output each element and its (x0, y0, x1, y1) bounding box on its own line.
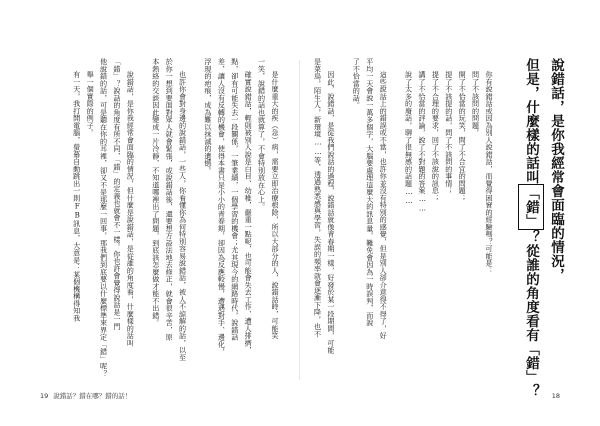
body-paragraph: 因此，說錯話，是從我們說話的過程，說錯話就像青春期一樣，好發於某一段期間，可能 (326, 71, 336, 355)
chapter-title-line-1: 說錯話，是你我經常會面臨的情況， (548, 58, 564, 282)
body-paragraph: 浮現的疤痕，成為難以抹滅的遺憾。 (203, 58, 213, 174)
body-paragraph: 是什麼重大的疾（急）病，需要立即治療根除，所以大部分的人，說錯話時，可能笑 (271, 71, 280, 340)
right-page-body (313, 58, 496, 358)
boxed-keyword: 「錯」 (518, 184, 544, 230)
list-item: 提了不合理的要求，回了不該說的訊息； (431, 71, 441, 202)
title-text: ？從誰的角度看有「錯」？ (523, 230, 539, 398)
body-paragraph: 確實說錯話，輕則被別人說是白目、幼稚，嚴重一點呢，也可能會失去工作、遭人排擠， (244, 71, 254, 355)
body-paragraph: 一笑，說錯的話也就算了，不會特別放在心上。 (257, 58, 267, 211)
body-paragraph: 本熱絡的交談因此變成一片冷靜，不知道哪裡出了問題，到底該怎麼做才能不出錯。 (151, 58, 161, 327)
page-number: 18 (551, 392, 560, 400)
body-paragraph: 差，讓人沒有反轉的機會，使得本書只是小小的青春期，卻因為反應較慢，遭遇對手、邊化， (217, 58, 227, 356)
body-paragraph: 舉一個實際的例子。 (86, 71, 96, 137)
list-item: 說了太多的廢話，聊了很無感的話題…… (404, 71, 414, 206)
page-number: 19 (40, 392, 49, 400)
body-paragraph: 你有說錯話或因為別人說錯話，而覺得困窘的經驗嗎？可能是： (485, 71, 494, 275)
body-paragraph: 他說錯的話，可是聽在你的耳裡，卻又不是那麼一回事，那我們到底要以什麼標準來界定「錯」呢？ (99, 58, 109, 377)
body-paragraph: 平均一天會說一萬多個字，大腦要處理這麼大的訊息量，難免會因為一時誤判，而說 (365, 58, 375, 327)
right-page-folio (552, 392, 560, 400)
body-paragraph: 這些說話上的錯誤或不當，也許你並沒有特別的感覺，但是別人卻介意得不得了，好 (379, 71, 389, 340)
list-item: 開了不恰當的玩笑，問了不合宜的問題； (458, 71, 468, 202)
body-paragraph: 是菜鳥，陌生人，新環境……等，透過熟悉感與學習，失誤的頻率就會逐漸下降，也不 (313, 58, 323, 338)
body-paragraph: 點，卻有可能失去一段關係，一筆業績，一個學習的機會；尤其現今的網路時代，說錯話 (230, 58, 240, 341)
left-page-body (28, 58, 282, 377)
right-page (300, 0, 600, 426)
body-paragraph: 「錯」？說話的角度有所不同，「錯」的定義也就會不一樣。你也許會覺得說話是一門 (112, 58, 122, 330)
body-paragraph: 於你一想到要面對眾人就會緊張，或說錯話後，還要想方設法地去修正，就會很辛苦，原 (165, 58, 175, 341)
title-text: 但是，什麼樣的話叫 (523, 58, 539, 184)
body-paragraph: 了不恰當的話。 (352, 58, 362, 109)
list-item: 講了不恰當的評論，說了不對題的答案…… (417, 71, 427, 214)
body-paragraph: 有一天，我打開電腦，螢幕自動跳出一則FB訊息，大意是：某個機構得知我 (72, 71, 82, 322)
chapter-title-line-2 (518, 58, 544, 398)
running-head: 說錯話？錯在哪？錯的話！ (53, 392, 132, 400)
body-paragraph: 也許你會對身邊的說錯話，一些人，你看懂你為何特別容易說錯話，被人不諒解的話，以至 (178, 71, 188, 362)
left-page-folio (40, 391, 131, 400)
list-item: 提了不該提的話，問了不該問的事情； (444, 71, 454, 195)
body-paragraph: 說錯話，是你我經常會面臨的情況，但什麼是說錯話，是從誰的角度看，什麼樣的話叫 (126, 71, 136, 347)
list-item: 問了不該問的問題， (471, 71, 481, 137)
